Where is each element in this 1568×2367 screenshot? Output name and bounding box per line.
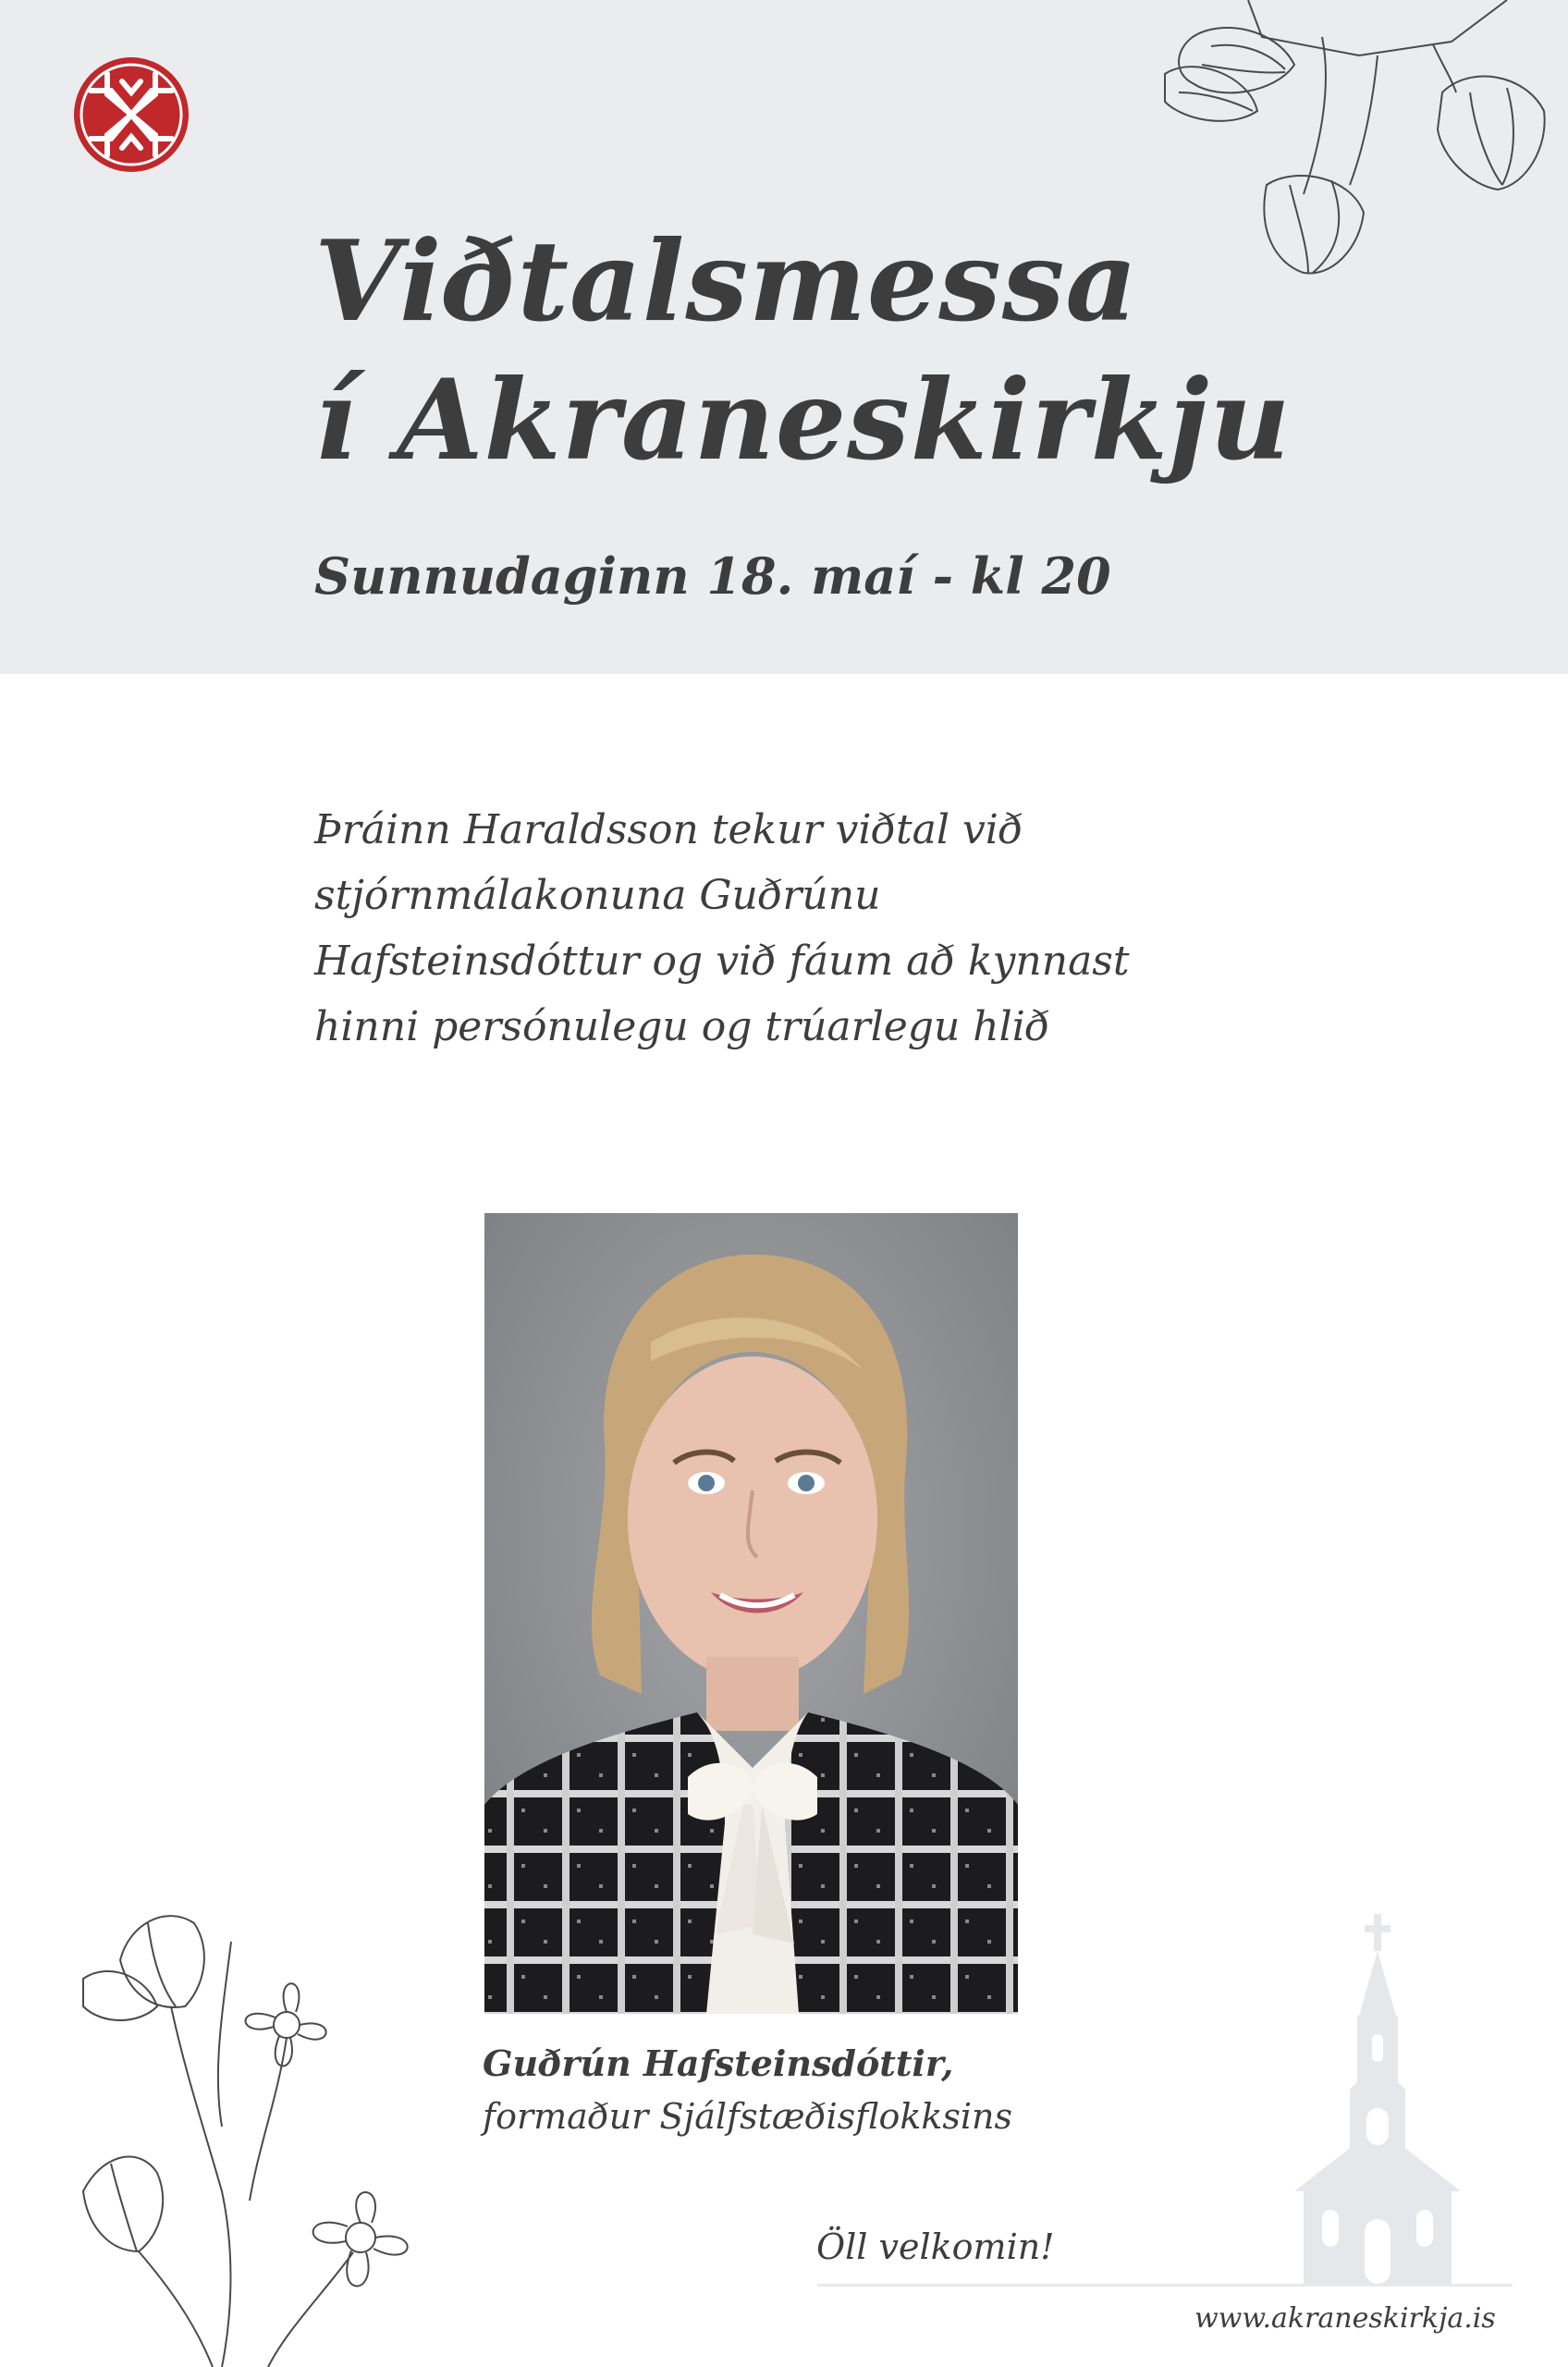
caption-name: Guðrún Hafsteinsdóttir, (483, 2042, 954, 2084)
description-line: Þráinn Haraldsson tekur viðtal við (314, 806, 1023, 853)
tulip-forgetmenot-illustration (65, 1886, 462, 2367)
description-line: hinni persónulegu og trúarlegu hlið (314, 1003, 1050, 1050)
description-line: stjórnmálakonuna Guðrúnu (314, 872, 881, 919)
welcome-text: Öll velkomin! (816, 2226, 1055, 2267)
event-description (314, 797, 1146, 1060)
church-cross-logo-icon (70, 54, 192, 176)
title-line-1: Viðtalsmessa (314, 216, 1139, 347)
portrait-photo (484, 1213, 1018, 2014)
website-link[interactable]: www.akraneskirkja.is (1194, 2302, 1496, 2335)
page-title (314, 213, 1292, 490)
title-line-2: í Akraneskirkju (314, 355, 1292, 485)
church-silhouette-icon (1294, 1914, 1461, 2284)
footer-divider (817, 2284, 1513, 2287)
event-date: Sunnudaginn 18. maí - kl 20 (314, 546, 1111, 606)
description-line: Hafsteinsdóttur og við fáum að kynnast (314, 938, 1130, 985)
caption-role: formaður Sjálfstæðisflokksins (483, 2096, 1013, 2137)
